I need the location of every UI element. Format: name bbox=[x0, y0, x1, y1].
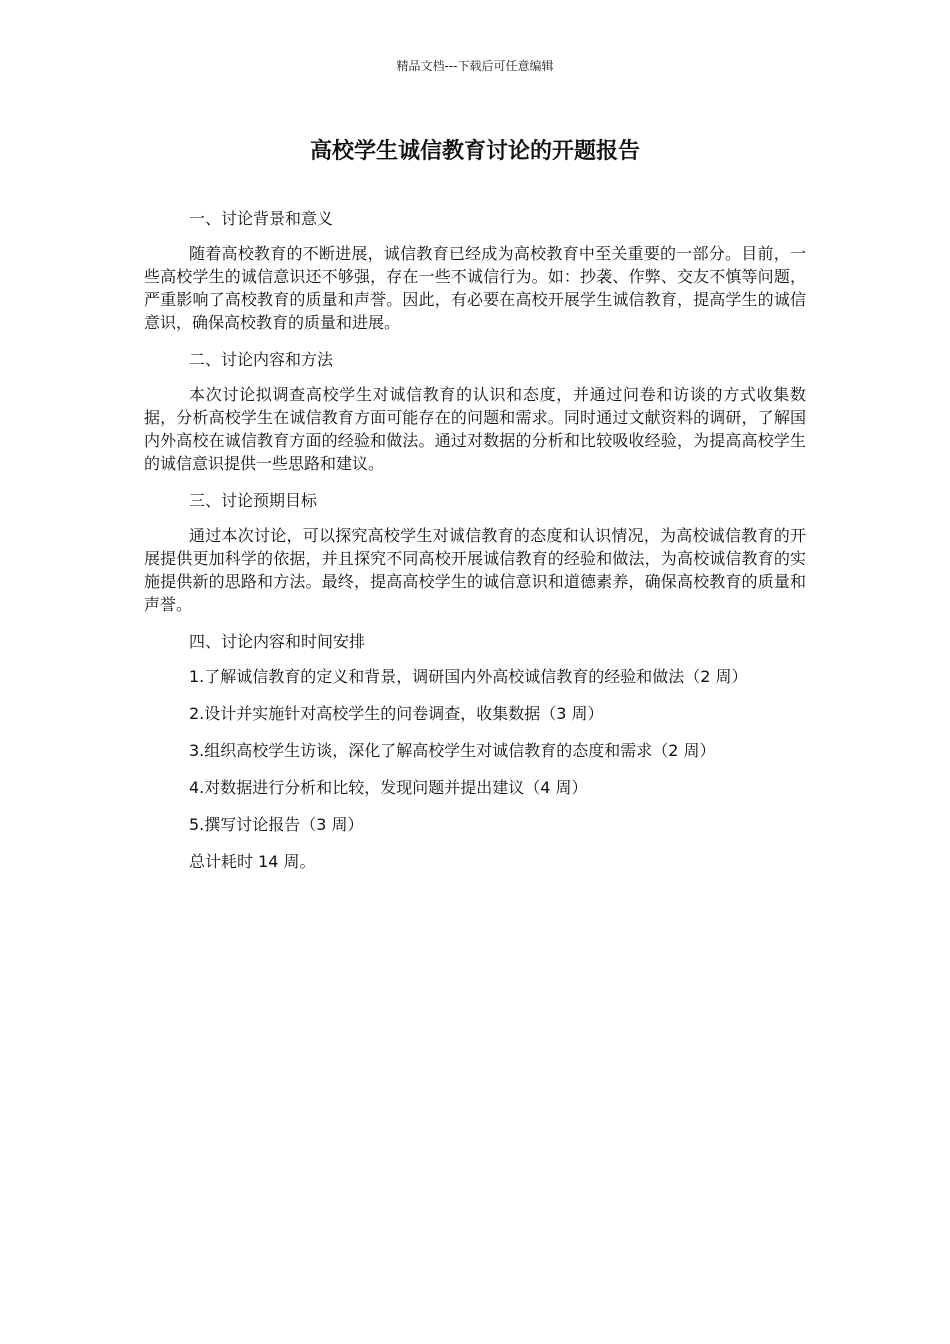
section-paragraph: 随着高校教育的不断进展，诚信教育已经成为高校教育中至关重要的一部分。目前，一些高校学生的诚信意识还不够强，存在一些不诚信行为。如：抄袭、作弊、交友不慎等问题，严重影响了高校教育的质量和声誉。因此，有必要在高校开展学生诚信教育，提高学生的诚信意识，确保高校教育的质量和进展。 bbox=[144, 244, 806, 332]
section-heading: 三、讨论预期目标 bbox=[189, 491, 318, 510]
schedule-item: 2.设计并实施针对高校学生的问卷调查，收集数据（3 周） bbox=[189, 704, 604, 723]
section-heading: 四、讨论内容和时间安排 bbox=[189, 632, 366, 651]
schedule-item: 5.撰写讨论报告（3 周） bbox=[189, 815, 364, 834]
schedule-item: 4.对数据进行分析和比较，发现问题并提出建议（4 周） bbox=[189, 778, 588, 797]
section-paragraph: 通过本次讨论，可以探究高校学生对诚信教育的态度和认识情况，为高校诚信教育的开展提供更加科学的依据，并且探究不同高校开展诚信教育的经验和做法，为高校诚信教育的实施提供新的思路和方法。最终，提高高校学生的诚信意识和道德素养，确保高校教育的质量和声誉。 bbox=[144, 526, 806, 614]
total-duration: 总计耗时 14 周。 bbox=[189, 852, 316, 871]
section-paragraph: 本次讨论拟调查高校学生对诚信教育的认识和态度，并通过问卷和访谈的方式收集数据，分析高校学生在诚信教育方面可能存在的问题和需求。同时通过文献资料的调研，了解国内外高校在诚信教育方面的经验和做法。通过对数据的分析和比较吸收经验，为提高高校学生的诚信意识提供一些思路和建议。 bbox=[144, 385, 806, 473]
section-heading: 一、讨论背景和意义 bbox=[189, 209, 334, 228]
document-title: 高校学生诚信教育讨论的开题报告 bbox=[309, 139, 640, 164]
document-body bbox=[144, 207, 806, 887]
schedule-item: 3.组织高校学生访谈，深化了解高校学生对诚信教育的态度和需求（2 周） bbox=[189, 741, 716, 760]
page-header: 精品文档---下载后可任意编辑 bbox=[396, 59, 554, 73]
section-heading: 二、讨论内容和方法 bbox=[189, 350, 334, 369]
schedule-item: 1.了解诚信教育的定义和背景，调研国内外高校诚信教育的经验和做法（2 周） bbox=[189, 667, 748, 686]
